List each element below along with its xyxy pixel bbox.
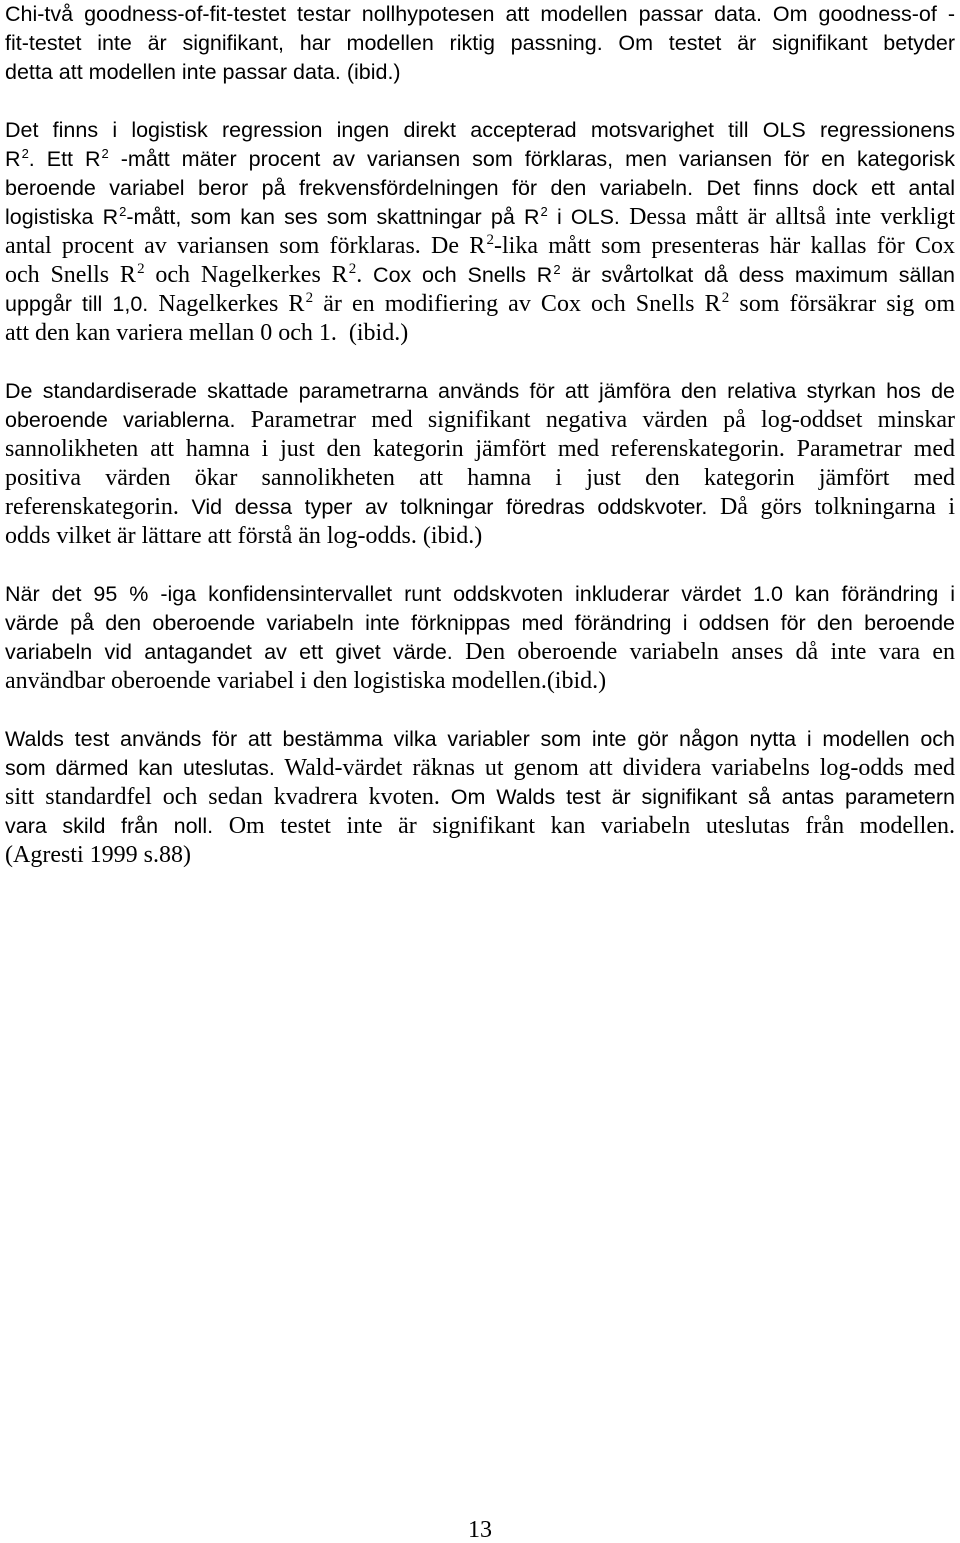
text-run: Om Walds test är signifikant så antas parametern xyxy=(439,785,955,809)
text-line xyxy=(5,174,955,203)
text-line xyxy=(5,493,955,522)
text-run: Då görs tolkningarna i xyxy=(707,494,955,520)
text-run: Den oberoende variabeln anses då inte vara en xyxy=(452,639,955,665)
text-line xyxy=(5,290,955,319)
superscript: 2 xyxy=(21,145,29,161)
text-line xyxy=(5,522,955,551)
text-run: -lika mått som presenteras här kallas för Cox xyxy=(494,233,956,259)
text-run: Dessa mått är alltså inte verkligt xyxy=(619,204,955,230)
text-run: När det 95 % -iga konfidensintervallet runt oddskvoten inkluderar värdet 1.0 kan förändring i xyxy=(5,582,955,606)
text-line xyxy=(5,812,955,841)
superscript: 2 xyxy=(486,231,494,248)
text-line xyxy=(5,609,955,638)
body-text xyxy=(5,0,955,899)
text-run: i OLS. xyxy=(547,205,620,229)
text-line xyxy=(5,116,955,145)
text-run: Vid dessa typer av tolkningar föredras oddskvoter. xyxy=(178,495,708,519)
text-line xyxy=(5,638,955,667)
text-line xyxy=(5,261,955,290)
text-run: Om testet inte är signifikant kan variabeln uteslutas från modellen. xyxy=(213,813,955,839)
paragraph-wald-test xyxy=(5,725,955,870)
text-run: sitt standardfel och sedan kvadrera kvoten. xyxy=(5,784,440,810)
text-run: uppgår till 1,0. xyxy=(5,292,149,316)
text-run: och Snells R xyxy=(5,262,136,288)
text-run: (Agresti 1999 s.88) xyxy=(5,842,191,868)
text-line xyxy=(5,783,955,812)
text-run: -mått, som kan ses som skattningar på R xyxy=(126,205,540,229)
text-run: Parametrar med signifikant negativa värden på log-oddset minskar xyxy=(235,407,955,433)
text-run: är en modifiering av Cox och Snells R xyxy=(313,291,721,317)
text-line xyxy=(5,0,955,29)
text-run: att den kan variera mellan 0 och 1. (ibid.) xyxy=(5,320,409,346)
paragraph-confidence-interval xyxy=(5,580,955,696)
text-run: Nagelkerkes R xyxy=(148,291,305,317)
text-run: är svårtolkat då dess maximum sällan xyxy=(560,263,955,287)
text-run: användbar oberoende variabel i den logistiska modellen.(ibid.) xyxy=(5,668,607,694)
superscript: 2 xyxy=(553,261,561,277)
page-number: 13 xyxy=(468,1517,492,1543)
text-run: som därmed kan uteslutas. xyxy=(5,756,275,780)
superscript: 2 xyxy=(119,203,127,219)
superscript: 2 xyxy=(137,260,145,277)
superscript: 2 xyxy=(101,145,109,161)
text-run: logistiska R xyxy=(5,205,119,229)
text-run: som försäkrar sig om xyxy=(729,291,956,317)
text-run: -mått mäter procent av variansen som förklaras, men variansen för en kategorisk xyxy=(108,147,955,171)
paragraph-r-squared xyxy=(5,116,955,348)
text-line xyxy=(5,203,955,232)
text-run: variabeln vid antagandet av ett givet värde. xyxy=(5,640,453,664)
text-run: De standardiserade skattade parametrarna används för att jämföra den relativa styrkan hos de xyxy=(5,379,955,403)
text-run: Walds test används för att bestämma vilka variabler som inte gör någon nytta i modellen och xyxy=(5,727,955,751)
text-run: Chi-två goodness-of-fit-testet testar nollhypotesen att modellen passar data. Om goodness-of - xyxy=(5,2,955,26)
superscript: 2 xyxy=(721,289,730,306)
text-line xyxy=(5,754,955,783)
text-line xyxy=(5,58,955,87)
text-run: värde på den oberoende variabeln inte förknippas med förändring i oddsen för den beroende xyxy=(5,611,955,635)
text-run: Wald-värdet räknas ut genom att dividera variabelns log-odds med xyxy=(274,755,955,781)
text-line xyxy=(5,464,955,493)
text-line xyxy=(5,377,955,406)
paragraph-standardized-parameters xyxy=(5,377,955,551)
text-line xyxy=(5,435,955,464)
text-run: beroende variabel beror på frekvensfördelningen för den variabeln. Det finns dock ett antal xyxy=(5,176,955,200)
text-line xyxy=(5,319,955,348)
text-line xyxy=(5,725,955,754)
text-run: . Ett R xyxy=(28,147,101,171)
text-line xyxy=(5,145,955,174)
text-run: Det finns i logistisk regression ingen direkt accepterad motsvarighet till OLS regressionens xyxy=(5,118,955,142)
paragraph-goodness-of-fit xyxy=(5,0,955,87)
text-run: och Nagelkerkes R xyxy=(144,262,348,288)
text-line xyxy=(5,232,955,261)
text-run: fit-testet inte är signifikant, har modellen riktig passning. Om testet är signifikant betyder xyxy=(5,31,955,55)
text-run: vara skild från noll. xyxy=(5,814,214,838)
text-run: referenskategorin. xyxy=(5,494,179,520)
text-line xyxy=(5,29,955,58)
text-run: Cox och Snells R xyxy=(362,263,553,287)
text-run: antal procent av variansen som förklaras. De R xyxy=(5,233,486,259)
text-line xyxy=(5,841,955,870)
superscript: 2 xyxy=(305,289,314,306)
text-run: oberoende variablerna. xyxy=(5,408,236,432)
text-line xyxy=(5,406,955,435)
text-run: odds vilket är lättare att förstå än log-odds. (ibid.) xyxy=(5,523,483,549)
text-line xyxy=(5,580,955,609)
text-run: detta att modellen inte passar data. (ibid.) xyxy=(5,60,401,84)
superscript: 2 xyxy=(540,203,548,219)
text-run: sannolikheten att hamna i just den kategorin jämfört med referenskategorin. Parametrar med xyxy=(5,436,955,462)
text-line xyxy=(5,667,955,696)
text-run: R xyxy=(5,147,21,171)
superscript: 2 xyxy=(348,260,357,277)
text-run: . xyxy=(356,262,363,288)
text-run: positiva värden ökar sannolikheten att hamna i just den kategorin jämfört med xyxy=(5,465,955,491)
